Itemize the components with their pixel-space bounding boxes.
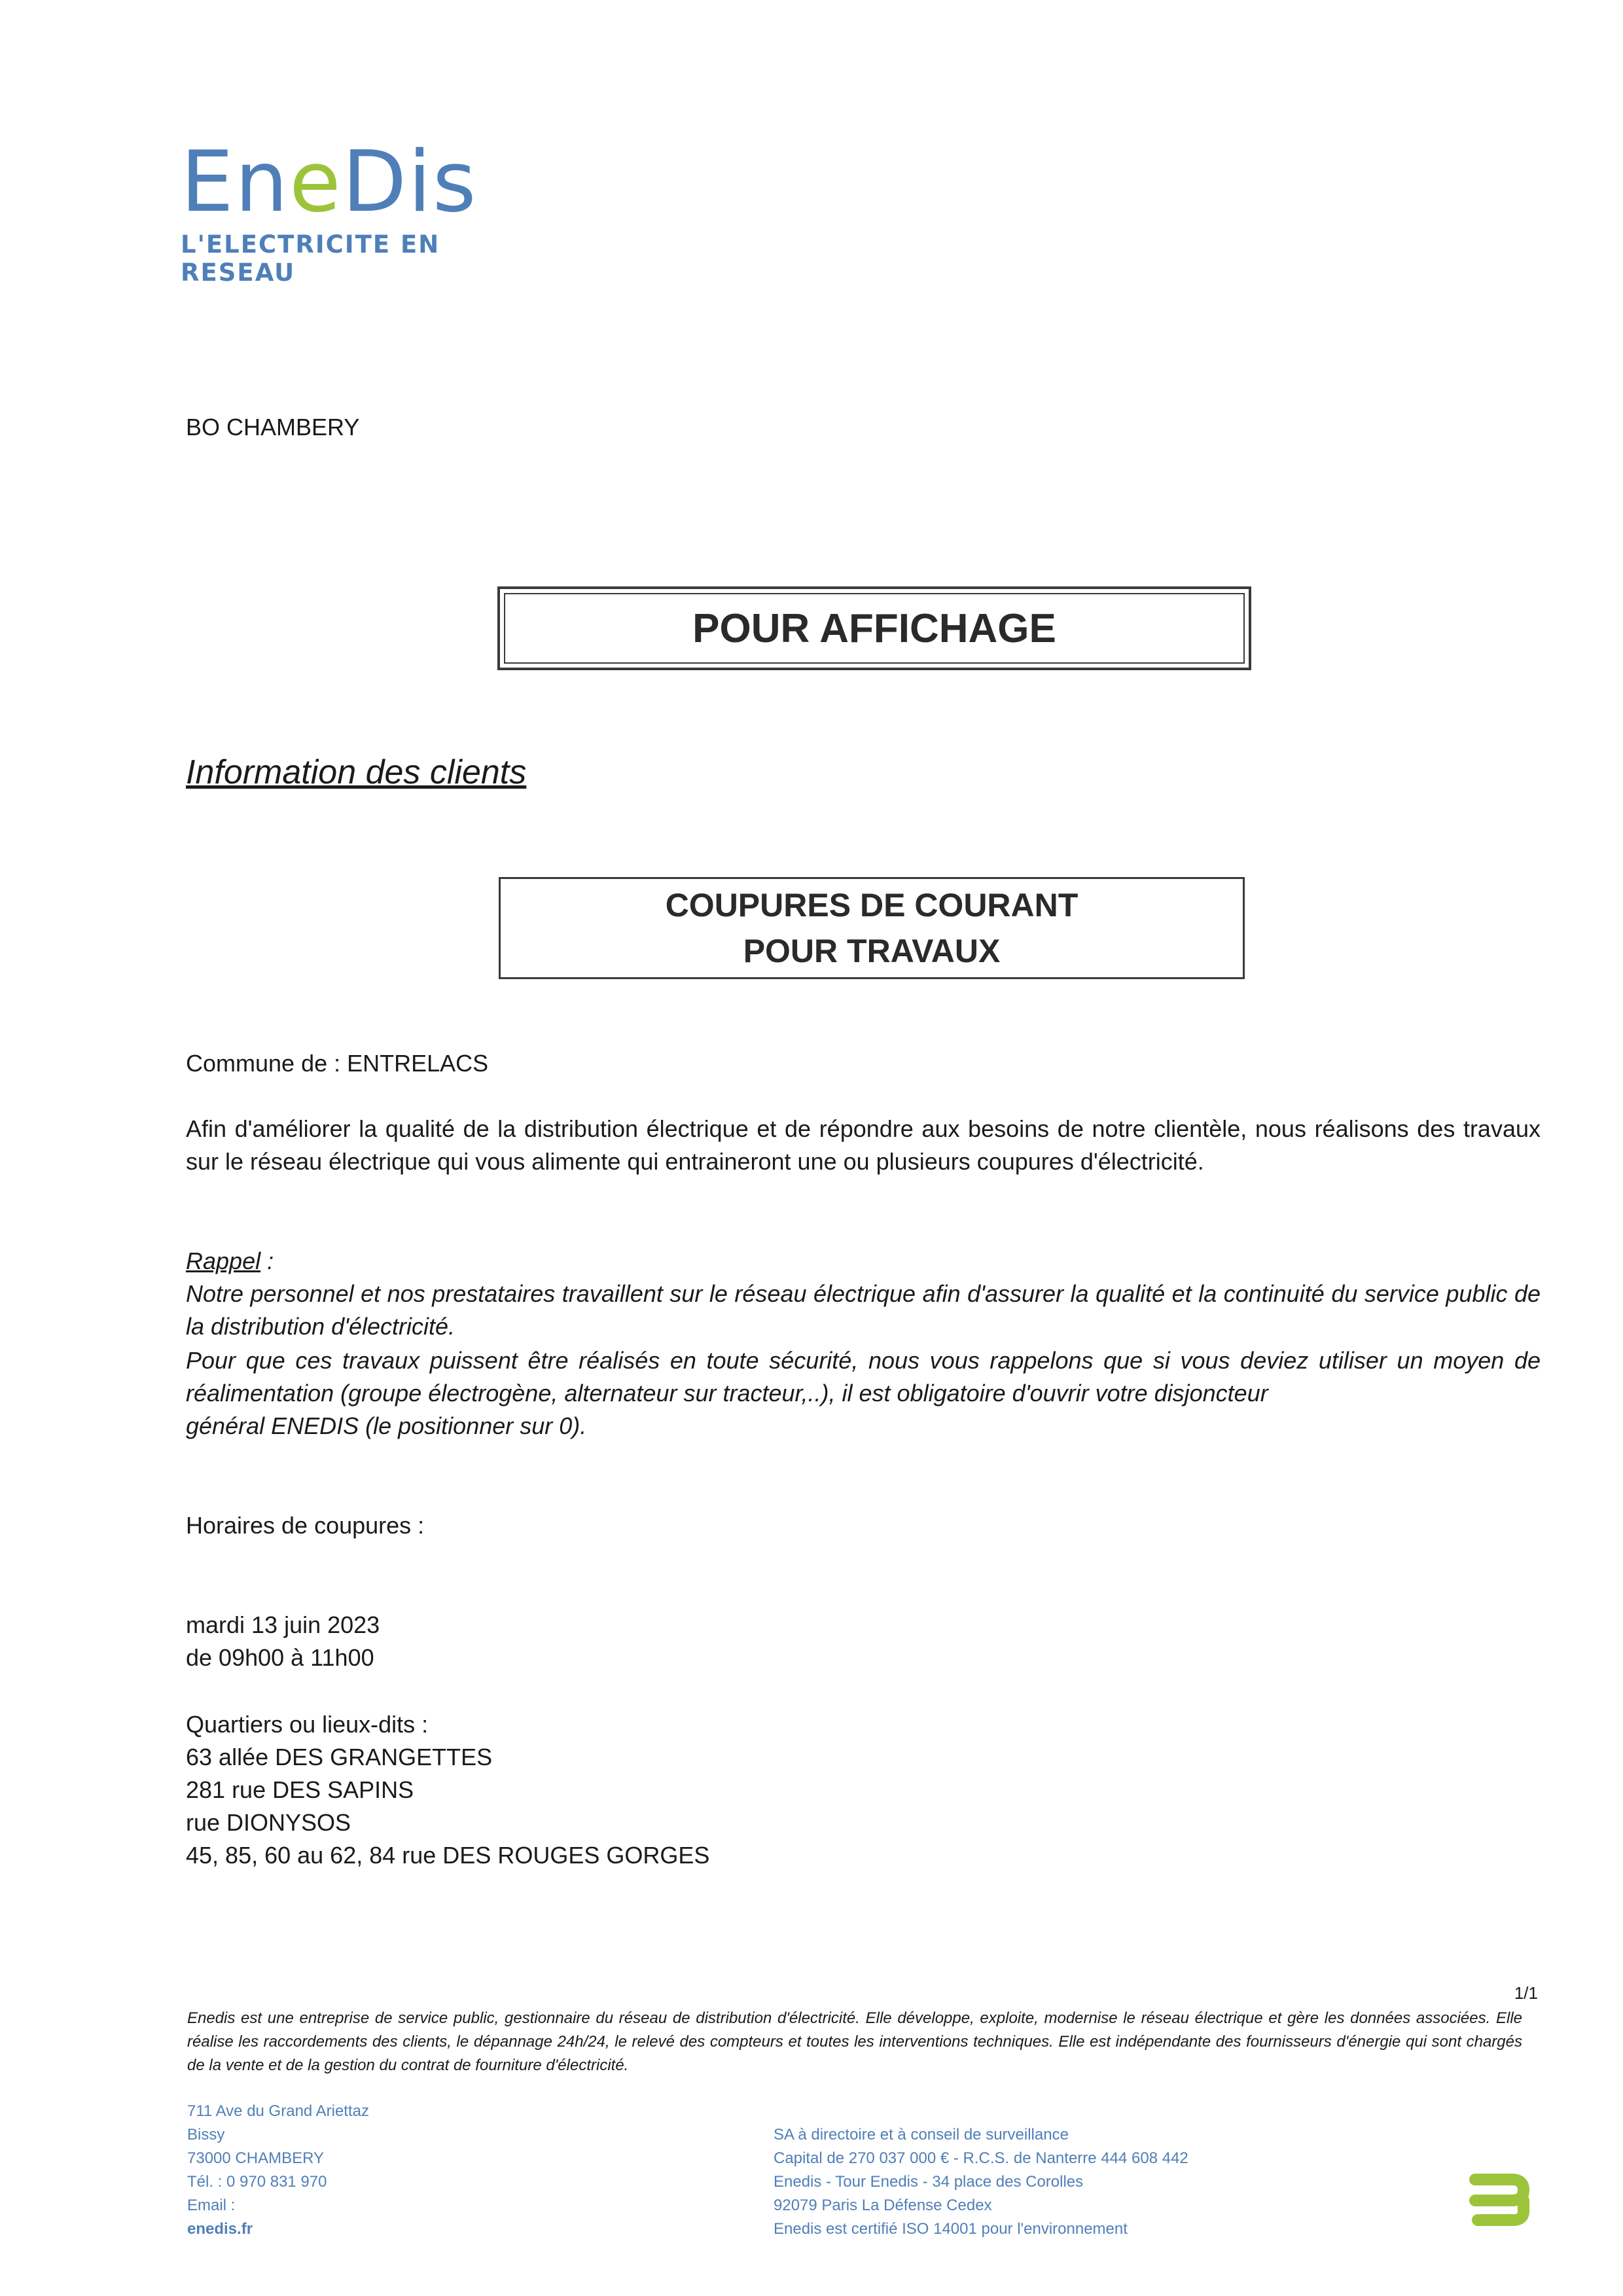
address-right (774, 2123, 1188, 2241)
logo-wordmark (181, 134, 547, 231)
enedis-logo (181, 134, 547, 287)
commune: Commune de : ENTRELACS (186, 1050, 489, 1077)
rappel-heading (186, 1245, 274, 1278)
rappel-p1: Notre personnel et nos prestataires travaillent sur le réseau électrique afin d'assurer la qualité et la continuité du service public de la distribution d'électricité. (186, 1280, 1541, 1340)
quartier-item: rue DIONYSOS (186, 1809, 351, 1836)
logo-word-mid: e (289, 134, 342, 231)
quartier-item: 45, 85, 60 au 62, 84 rue DES ROUGES GORGES (186, 1842, 710, 1869)
logo-word-right: Dis (342, 134, 478, 231)
coupures-box (499, 877, 1245, 979)
address-left (187, 2100, 369, 2241)
intro-paragraph: Afin d'améliorer la qualité de la distribution électrique et de répondre aux besoins de notre clientèle, nous réalisons des travaux sur le réseau électrique qui vous alimente qui entraineront une ou plusieurs coupures d'électricité. (186, 1115, 1541, 1175)
quartiers-label: Quartiers ou lieux-dits : (186, 1711, 429, 1738)
legal-line: 92079 Paris La Défense Cedex (774, 2197, 992, 2214)
horaires-label: Horaires de coupures : (186, 1512, 425, 1539)
coupures-line2: POUR TRAVAUX (743, 933, 1001, 969)
email-line: Email : (187, 2197, 236, 2214)
address-line: 73000 CHAMBERY (187, 2149, 324, 2167)
quartier-item: 63 allée DES GRANGETTES (186, 1744, 493, 1770)
logo-tagline: L'ELECTRICITE EN RESEAU (181, 230, 440, 287)
rappel-colon: : (260, 1247, 274, 1274)
rappel-p2: Pour que ces travaux puissent être réalisés en toute sécurité, nous vous rappelons que si vous deviez utiliser un moyen de réalimentation (groupe électrogène, alternateur sur tracteur,..), il est obligatoire d'ouvrir votre disjoncteur (186, 1347, 1541, 1407)
page-number: 1/1 (1514, 1983, 1538, 2003)
enedis-e-icon (1461, 2160, 1538, 2237)
address-line: Bissy (187, 2126, 225, 2144)
website-link[interactable]: enedis.fr (187, 2220, 253, 2238)
legal-line: Enedis est certifié ISO 14001 pour l'environnement (774, 2220, 1128, 2238)
address-line: 711 Ave du Grand Ariettaz (187, 2102, 369, 2120)
banner-title: POUR AFFICHAGE (692, 605, 1056, 651)
schedule-time: de 09h00 à 11h00 (186, 1644, 374, 1671)
phone-line: Tél. : 0 970 831 970 (187, 2173, 327, 2191)
coupures-line1: COUPURES DE COURANT (665, 887, 1079, 924)
logo-word-left: En (181, 134, 289, 231)
banner-box (497, 586, 1251, 670)
rappel-label: Rappel (186, 1247, 261, 1274)
schedule-date: mardi 13 juin 2023 (186, 1611, 380, 1638)
info-heading: Information des clients (186, 753, 527, 791)
legal-line: Enedis - Tour Enedis - 34 place des Corolles (774, 2173, 1084, 2191)
legal-line: Capital de 270 037 000 € - R.C.S. de Nanterre 444 608 442 (774, 2149, 1188, 2167)
quartier-item: 281 rue DES SAPINS (186, 1776, 414, 1803)
footer-note: Enedis est une entreprise de service public, gestionnaire du réseau de distribution d'électricité. Elle développe, exploite, modernise le réseau électrique et gère les données associées. Elle réalise les raccordements des clients, le dépannage 24h/24, le relevé des compteurs et toutes les interventions techniques. Elle est indépendante des fournisseurs d'énergie qui sont chargés de la vente et de la gestion du contrat de fourniture d'électricité. (187, 2009, 1522, 2074)
office-name: BO CHAMBERY (186, 414, 360, 440)
legal-line: SA à directoire et à conseil de surveillance (774, 2126, 1069, 2144)
rappel-p3: général ENEDIS (le positionner sur 0). (186, 1412, 587, 1439)
